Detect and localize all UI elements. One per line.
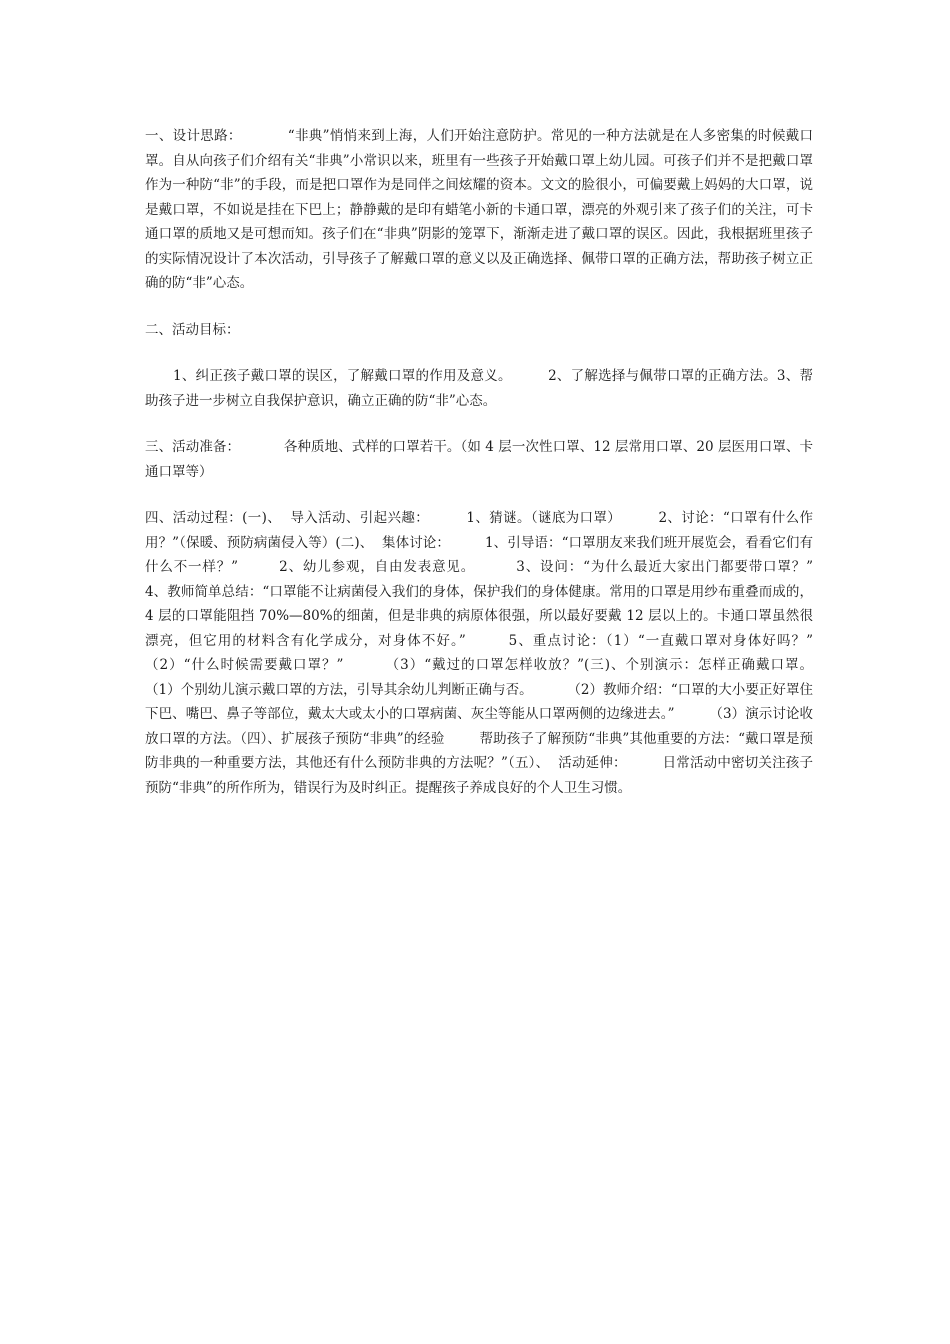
section-goals-heading: 二、活动目标： — [145, 321, 240, 338]
section-goals-list: 1、纠正孩子戴口罩的误区，了解戴口罩的作用及意义。 2、了解选择与佩带口罩的正确方法。3、帮助孩子进一步树立自我保护意识，确立正确的防“非”心态。 — [145, 368, 813, 409]
section-process: 四、活动过程：(一)、 导入活动、引起兴趣： 1、猜谜。（谜底为口罩） 2、讨论：“口罩有什么作用？”（保暖、预防病菌侵入等）(二)、 集体讨论： 1、引导语：“口罩朋友来我们班开展览会，看看它们有什么不一样？” 2、幼儿参观，自由发表意见。 3、设问：“为什么最近大家出门都要带口罩？” 4、教师简单总结：“口罩能不让病菌侵入我们的身体，保护我们的身体健康。常用的口罩是用纱布重叠而成的，4 层的口罩能阻挡 70%—80%的细菌，但是非典的病原体很强，所以最好要戴 12 层以上的。卡通口罩虽然很漂亮，但它用的材料含有化学成分，对身体不好。” 5、重点讨论：（1）“一直戴口罩对身体好吗？” （2）“什么时候需要戴口罩？” （3）“戴过的口罩怎样收放？”(三)、个别演示：怎样正确戴口罩。 （1）个别幼儿演示戴口罩的方法，引导其余幼儿判断正确与否。 （2）教师介绍：“口罩的大小要正好罩住下巴、嘴巴、鼻子等部位，戴太大或太小的口罩病菌、灰尘等能从口罩两侧的边缘进去。” （3）演示讨论收放口罩的方法。（四）、扩展孩子预防“非典”的经验 帮助孩子了解预防“非典”其他重要的方法：“戴口罩是预防非典的一种重要方法，其他还有什么预防非典的方法呢？”（五）、 活动延伸： 日常活动中密切关注孩子预防“非典”的所作所为，错误行为及时纠正。提醒孩子养成良好的个人卫生习惯。 — [145, 510, 848, 796]
section-design-rationale: 一、设计思路： “非典”悄悄来到上海，人们开始注意防护。常见的一种方法就是在人多密集的时候戴口罩。自从向孩子们介绍有关“非典”小常识以来，班里有一些孩子开始戴口罩上幼儿园。可孩子们并不是把戴口罩作为一种防“非”的手段，而是把口罩作为是同伴之间炫耀的资本。文文的脸很小，可偏要戴上妈妈的大口罩，说是戴口罩，不如说是挂在下巴上；静静戴的是印有蜡笔小新的卡通口罩，漂亮的外观引来了孩子们的关注，可卡通口罩的质地又是可想而知。孩子们在“非典”阴影的笼罩下，渐渐走进了戴口罩的误区。因此，我根据班里孩子的实际情况设计了本次活动，引导孩子了解戴口罩的意义以及正确选择、佩带口罩的正确方法，帮助孩子树立正确的防“非”心态。 — [145, 128, 813, 291]
section-preparation: 三、活动准备： 各种质地、式样的口罩若干。（如 4 层一次性口罩、12 层常用口罩、20 层医用口罩、卡通口罩等） — [145, 439, 813, 480]
document-page — [145, 124, 848, 822]
